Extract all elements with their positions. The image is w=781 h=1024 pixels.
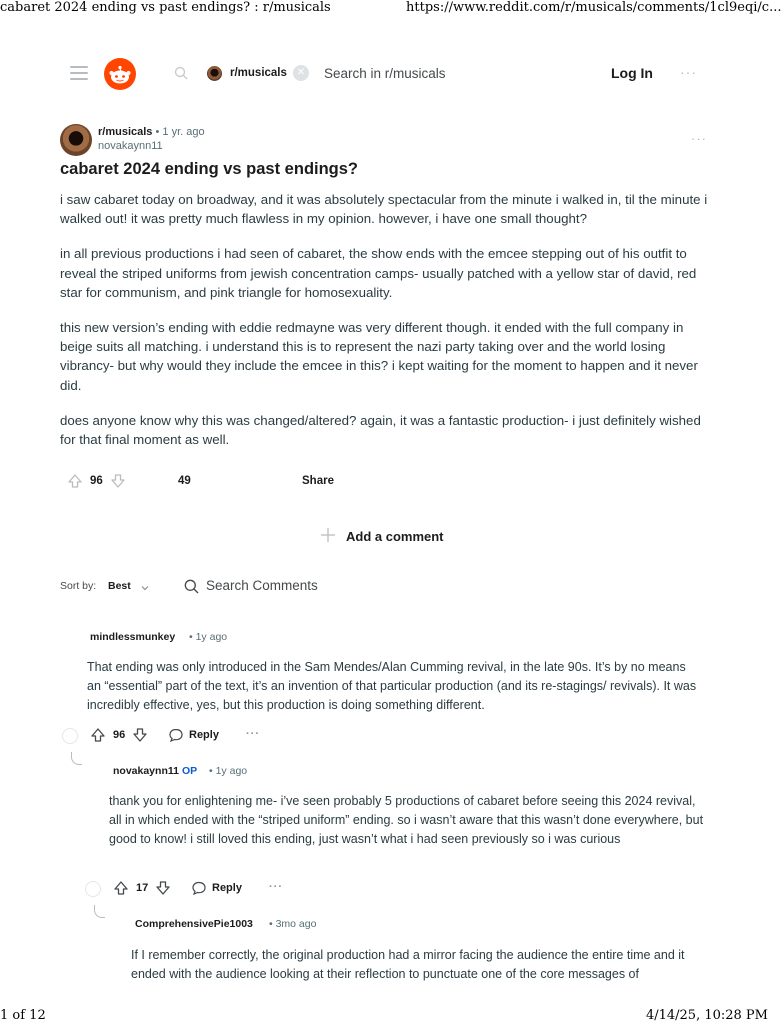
- search-icon[interactable]: [174, 66, 188, 85]
- top-nav: [0, 56, 768, 92]
- post-meta: [98, 125, 205, 153]
- upvote-icon[interactable]: [67, 473, 83, 492]
- login-button[interactable]: Log In: [611, 65, 653, 81]
- collapse-thread-icon[interactable]: [62, 728, 78, 744]
- upvote-icon[interactable]: [90, 727, 106, 746]
- downvote-icon[interactable]: [132, 727, 148, 746]
- sort-label: Sort by:: [60, 580, 97, 592]
- comment-author[interactable]: novakaynn11 OP: [113, 765, 198, 777]
- print-page-title: cabaret 2024 ending vs past endings? : r/musicals: [0, 0, 331, 15]
- print-page-number: 1 of 12: [0, 1008, 46, 1023]
- downvote-icon[interactable]: [155, 880, 171, 899]
- subreddit-link[interactable]: r/musicals: [98, 126, 153, 138]
- comment-time: • 1y ago: [189, 631, 228, 643]
- add-comment-label: Add a comment: [346, 529, 444, 544]
- comment-more-icon[interactable]: ···: [269, 881, 283, 893]
- reply-icon[interactable]: [191, 880, 207, 899]
- post-age: • 1 yr. ago: [155, 126, 205, 138]
- post-author[interactable]: novakaynn11: [98, 140, 163, 152]
- comment-time: • 1y ago: [209, 765, 248, 777]
- collapse-thread-icon[interactable]: [85, 881, 101, 897]
- search-input[interactable]: Search in r/musicals: [324, 66, 446, 81]
- search-comments-icon[interactable]: [184, 579, 199, 599]
- post-score: 96: [90, 475, 103, 487]
- search-comments-input[interactable]: Search Comments: [206, 578, 318, 593]
- post-paragraph: in all previous productions i had seen of cabaret, the show ends with the emcee stepping out of his outfit to reveal the striped uniforms from jewish concentration camps- usually patched with a yellow star of david, red star for communism, and pink triangle for homosexuality.: [60, 246, 697, 300]
- post-paragraph: does anyone know why this was changed/altered? again, it was a fantastic production- i just definitely wished for that final moment as well.: [60, 412, 701, 448]
- sort-bar: [0, 576, 768, 596]
- print-footer: [0, 1008, 768, 1024]
- reddit-logo-icon[interactable]: [104, 58, 136, 90]
- post-more-icon[interactable]: ···: [691, 131, 707, 146]
- sort-dropdown[interactable]: Best: [108, 580, 131, 592]
- comment-body: That ending was only introduced in the Sam Mendes/Alan Cumming revival, in the late 90s. It’s by no means an “essential” part of the text, it’s an invention of that particular production (and its re-stagings/ revivals). It was incredibly effective, yes, but this production is doing something different.: [87, 660, 697, 712]
- post-action-bar: [0, 472, 768, 492]
- post-paragraph: this new version’s ending with eddie redmayne was very different though. it ended with the full company in beige suits all matching. i understand this is to represent the nazi party taking over and the world losing vibrancy- but why would they include the emcee in this? i kept waiting for the moment to happen and it never did.: [60, 320, 698, 393]
- subreddit-chip-avatar: [207, 66, 222, 81]
- thread-line: [71, 752, 82, 765]
- print-header: [0, 0, 781, 20]
- clear-chip-icon[interactable]: ✕: [293, 65, 309, 81]
- subreddit-avatar[interactable]: [60, 124, 92, 156]
- chevron-down-icon[interactable]: [140, 580, 150, 598]
- comment-score: 17: [136, 882, 149, 894]
- downvote-icon[interactable]: [110, 473, 126, 492]
- thread-line: [94, 905, 105, 918]
- comment-body: thank you for enlightening me- i’ve seen probably 5 productions of cabaret before seeing this 2024 revival, all in which ended with the “striped uniform” ending. so i wasn’t aware that this wasn’t done everywhere, but good to know! i still loved this ending, just wasn’t what i had seen previously so i was curious: [109, 794, 704, 846]
- comment-more-icon[interactable]: ···: [246, 728, 260, 740]
- comment-time: • 3mo ago: [269, 918, 317, 930]
- subreddit-chip-label[interactable]: r/musicals: [230, 67, 287, 79]
- post-body: [60, 190, 710, 448]
- reply-button[interactable]: Reply: [189, 729, 219, 741]
- comment-score: 96: [113, 729, 126, 741]
- comment-body: If I remember correctly, the original production had a mirror facing the audience the entire time and it ended with the audience looking at their reflection to punctuate one of the core messages of: [131, 948, 685, 981]
- print-page-url: https://www.reddit.com/r/musicals/comments/1cl9eqi/c...: [406, 0, 781, 15]
- upvote-icon[interactable]: [113, 880, 129, 899]
- post-title: cabaret 2024 ending vs past endings?: [60, 160, 359, 178]
- reply-button[interactable]: Reply: [212, 882, 242, 894]
- more-options-icon[interactable]: ···: [680, 64, 697, 80]
- comment-count-button[interactable]: 49: [178, 475, 191, 487]
- comment-author[interactable]: ComprehensivePie1003: [135, 918, 253, 930]
- comment-author[interactable]: mindlessmunkey: [90, 631, 176, 643]
- comment-action-bar: [85, 880, 335, 898]
- post-paragraph: i saw cabaret today on broadway, and it was absolutely spectacular from the minute i walked in, til the minute i walked out! it was pretty much flawless in my opinion. however, i have one small thought?: [60, 192, 708, 227]
- op-badge: OP: [181, 765, 198, 777]
- reply-icon[interactable]: [168, 727, 184, 746]
- share-button[interactable]: Share: [302, 475, 334, 487]
- plus-icon: [320, 527, 336, 543]
- print-datetime: 4/14/25, 10:28 PM: [645, 1008, 768, 1023]
- menu-icon[interactable]: [70, 66, 88, 80]
- comment-action-bar: [62, 727, 312, 745]
